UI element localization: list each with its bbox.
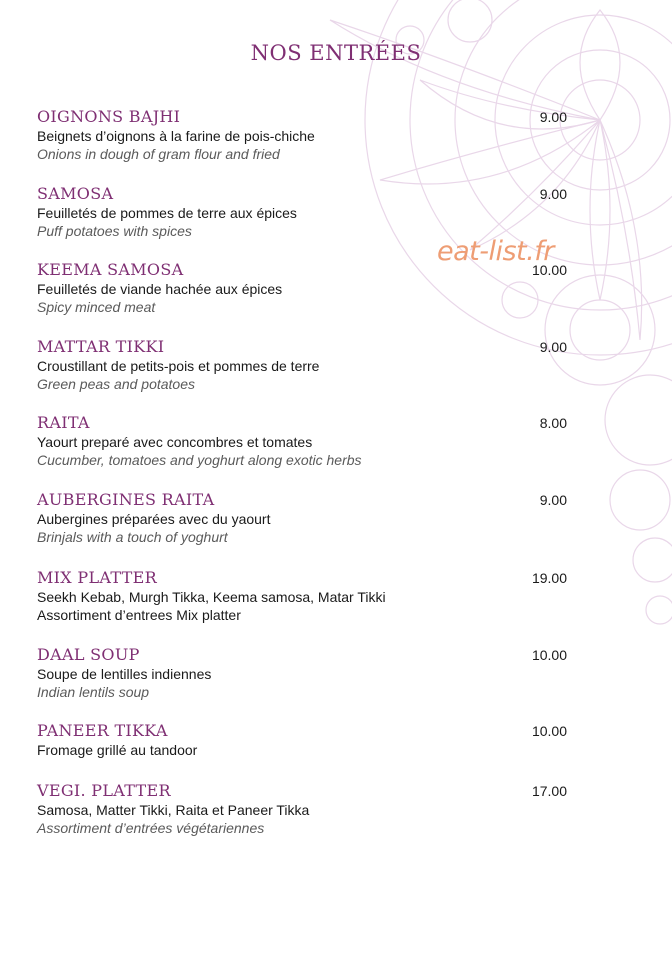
item-description-en: Spicy minced meat (37, 299, 156, 315)
item-description-fr-2: Assortiment d’entrees Mix platter (37, 607, 241, 623)
item-description-fr: Feuilletés de pommes de terre aux épices (37, 205, 297, 221)
menu-item-mix-platter (37, 568, 567, 624)
item-description-fr: Fromage grillé au tandoor (37, 742, 198, 758)
item-price: 17.00 (531, 783, 567, 799)
menu-item-vegi-platter (37, 781, 567, 837)
item-name: PANEER TIKKA (37, 721, 168, 740)
item-price: 10.00 (531, 647, 567, 663)
item-name: KEEMA SAMOSA (37, 260, 184, 279)
item-description-en: Assortiment d’entrées végétariennes (37, 820, 265, 836)
item-name: MIX PLATTER (37, 568, 157, 587)
item-price: 9.00 (539, 339, 567, 355)
item-price: 19.00 (531, 570, 567, 586)
item-name: DAAL SOUP (37, 645, 140, 664)
item-description-fr: Seekh Kebab, Murgh Tikka, Keema samosa, Matar Tikki (37, 589, 386, 605)
item-price: 9.00 (539, 186, 567, 202)
menu-item-keema-samosa (37, 260, 567, 316)
watermark: eat-list.fr (437, 236, 554, 267)
item-description-en: Indian lentils soup (37, 684, 150, 700)
item-description-fr: Soupe de lentilles indiennes (37, 666, 212, 682)
menu-item-paneer-tikka (37, 721, 567, 759)
menu-item-mattar-tikki (37, 337, 567, 393)
item-price: 8.00 (539, 415, 567, 431)
item-price: 9.00 (539, 109, 567, 125)
item-description-fr: Feuilletés de viande hachée aux épices (37, 281, 283, 297)
menu-item-oignons-bajhi (37, 107, 567, 163)
item-price: 10.00 (531, 262, 567, 278)
item-name: AUBERGINES RAITA (37, 490, 215, 509)
item-name: MATTAR TIKKI (37, 337, 165, 356)
item-description-fr: Croustillant de petits-pois et pommes de terre (37, 358, 320, 374)
item-description-fr: Samosa, Matter Tikki, Raita et Paneer Tikka (37, 802, 310, 818)
item-price: 9.00 (539, 492, 567, 508)
item-description-en: Onions in dough of gram flour and fried (37, 146, 280, 162)
item-description-en: Green peas and potatoes (37, 376, 196, 392)
item-name: SAMOSA (37, 184, 114, 203)
item-description-en: Puff potatoes with spices (37, 223, 192, 239)
menu-item-raita (37, 413, 567, 469)
item-name: VEGI. PLATTER (37, 781, 171, 800)
item-description-fr: Beignets d’oignons à la farine de pois-chiche (37, 128, 315, 144)
menu-item-aubergines-raita (37, 490, 567, 546)
item-description-fr: Yaourt preparé avec concombres et tomates (37, 434, 313, 450)
item-description-fr: Aubergines préparées avec du yaourt (37, 511, 271, 527)
item-price: 10.00 (531, 723, 567, 739)
item-description-en: Cucumber, tomatoes and yoghurt along exotic herbs (37, 452, 362, 468)
menu-item-samosa (37, 184, 567, 240)
page-title: NOS ENTRÉES (250, 41, 422, 65)
menu-item-daal-soup (37, 645, 567, 701)
item-name: RAITA (37, 413, 90, 432)
item-description-en: Brinjals with a touch of yoghurt (37, 529, 228, 545)
item-name: OIGNONS BAJHI (37, 107, 181, 126)
